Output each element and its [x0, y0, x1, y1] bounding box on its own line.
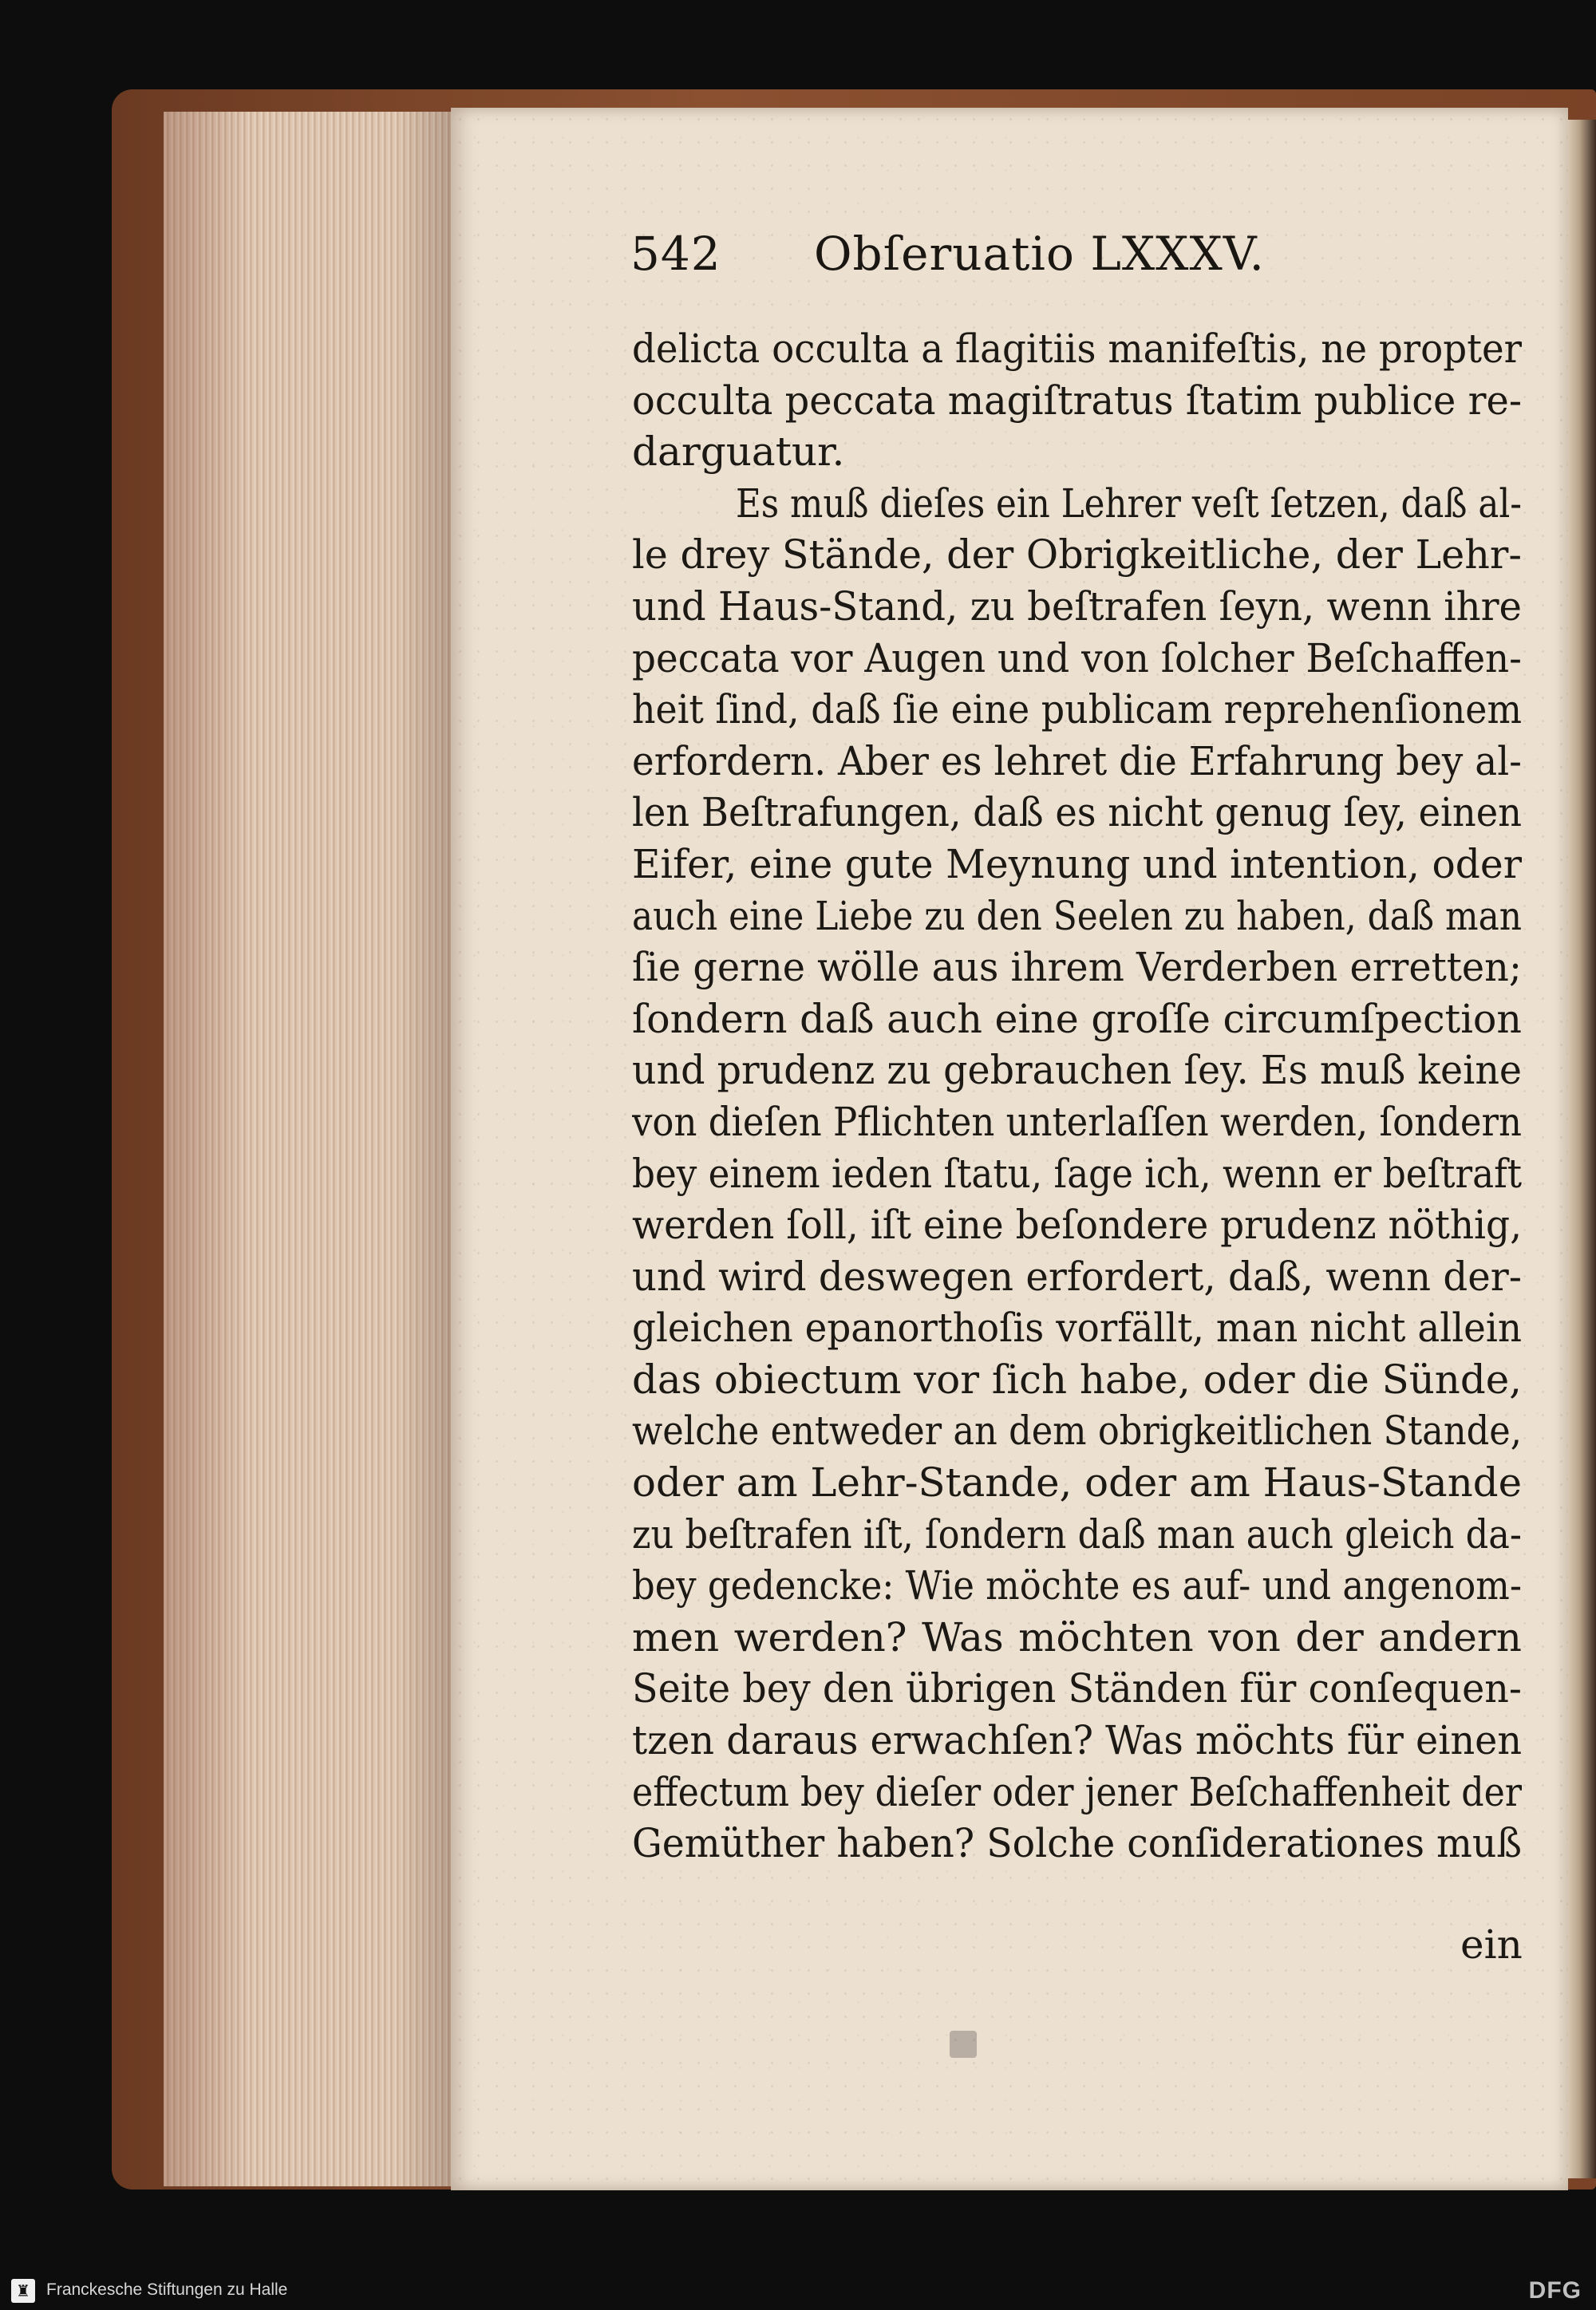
text-line: bey einem ieden ſtatu, ſage ich, wenn er beſtraft [632, 1150, 1522, 1197]
owner-label: Franckesche Stiftungen zu Halle [46, 2280, 288, 2299]
text-line: Es muß dieſes ein Lehrer veſt ſetzen, daß al- [736, 480, 1522, 527]
text-line: effectum bey dieſer oder jener Beſchaffenheit der [632, 1768, 1522, 1815]
text-line: darguatur. [632, 428, 845, 476]
text-line: oder am Lehr-Stande, oder am Haus-Stande [632, 1459, 1522, 1506]
text-line: und Haus-Stand, zu beſtrafen ſeyn, wenn ihre [632, 582, 1522, 630]
body-text [632, 323, 1522, 1870]
text-line: le drey Stände, der Obrigkeitliche, der Lehr- [632, 531, 1522, 578]
text-line: heit ſind, daß ſie eine publicam reprehenſionem [632, 686, 1522, 733]
foundation-emblem-icon: ♜ [11, 2279, 35, 2303]
text-line: peccata vor Augen und von ſolcher Beſchaffen- [632, 634, 1522, 681]
text-line: len Beſtrafungen, daß es nicht genug ſey, einen [632, 789, 1522, 836]
text-line: tzen daraus erwachſen? Was möchts für einen [632, 1717, 1522, 1764]
text-line: gleichen epanorthoſis vorfällt, man nicht allein [632, 1305, 1522, 1352]
text-line: men werden? Was möchten von der andern [632, 1613, 1522, 1660]
text-line: ſie gerne wölle aus ihrem Verderben erretten; [632, 944, 1522, 991]
text-line: delicta occulta a flagitiis manifeſtis, ne propter [632, 326, 1522, 372]
text-line: und prudenz zu gebrauchen ſey. Es muß keine [632, 1047, 1522, 1094]
text-line: Seite bey den übrigen Ständen für conſequen- [632, 1665, 1522, 1712]
running-title: Obſeruatio LXXXV. [814, 227, 1265, 281]
right-page-edge [1568, 120, 1596, 2178]
text-line: von dieſen Pflichten unterlaſſen werden, ſondern [632, 1098, 1522, 1145]
text-line: ſondern daß auch eine groſſe circumſpection [632, 995, 1522, 1042]
text-line: welche entweder an dem obrigkeitlichen Stande, [632, 1408, 1522, 1455]
text-line: und wird deswegen erfordert, daß, wenn der- [632, 1253, 1522, 1300]
text-line: auch eine Liebe zu den Seelen zu haben, daß man [632, 892, 1522, 939]
text-line: Eifer, eine gute Meynung und intention, oder [632, 840, 1522, 887]
text-line: werden ſoll, iſt eine beſondere prudenz nöthig, [632, 1202, 1522, 1249]
text-line: occulta peccata magiſtratus ſtatim publice re- [632, 377, 1522, 424]
page-edges-shade [164, 112, 455, 2186]
text-line: erfordern. Aber es lehret die Erfahrung bey al- [632, 737, 1522, 784]
page-number: 542 [630, 227, 721, 281]
text-line: zu beſtrafen iſt, ſondern daß man auch gleich da- [632, 1510, 1522, 1558]
catchword: ein [1460, 1921, 1523, 1968]
funder-label: DFG [1528, 2277, 1582, 2304]
text-line: Gemüther haben? Solche conſiderationes muß [632, 1820, 1522, 1867]
footer-bar [0, 2272, 1596, 2310]
text-line: das obiectum vor ſich habe, oder die Sünde, [632, 1356, 1522, 1403]
ink-stain [950, 2031, 977, 2058]
text-line: bey gedencke: Wie möchte es auf- und angenom- [632, 1562, 1522, 1609]
running-head [630, 227, 1476, 290]
